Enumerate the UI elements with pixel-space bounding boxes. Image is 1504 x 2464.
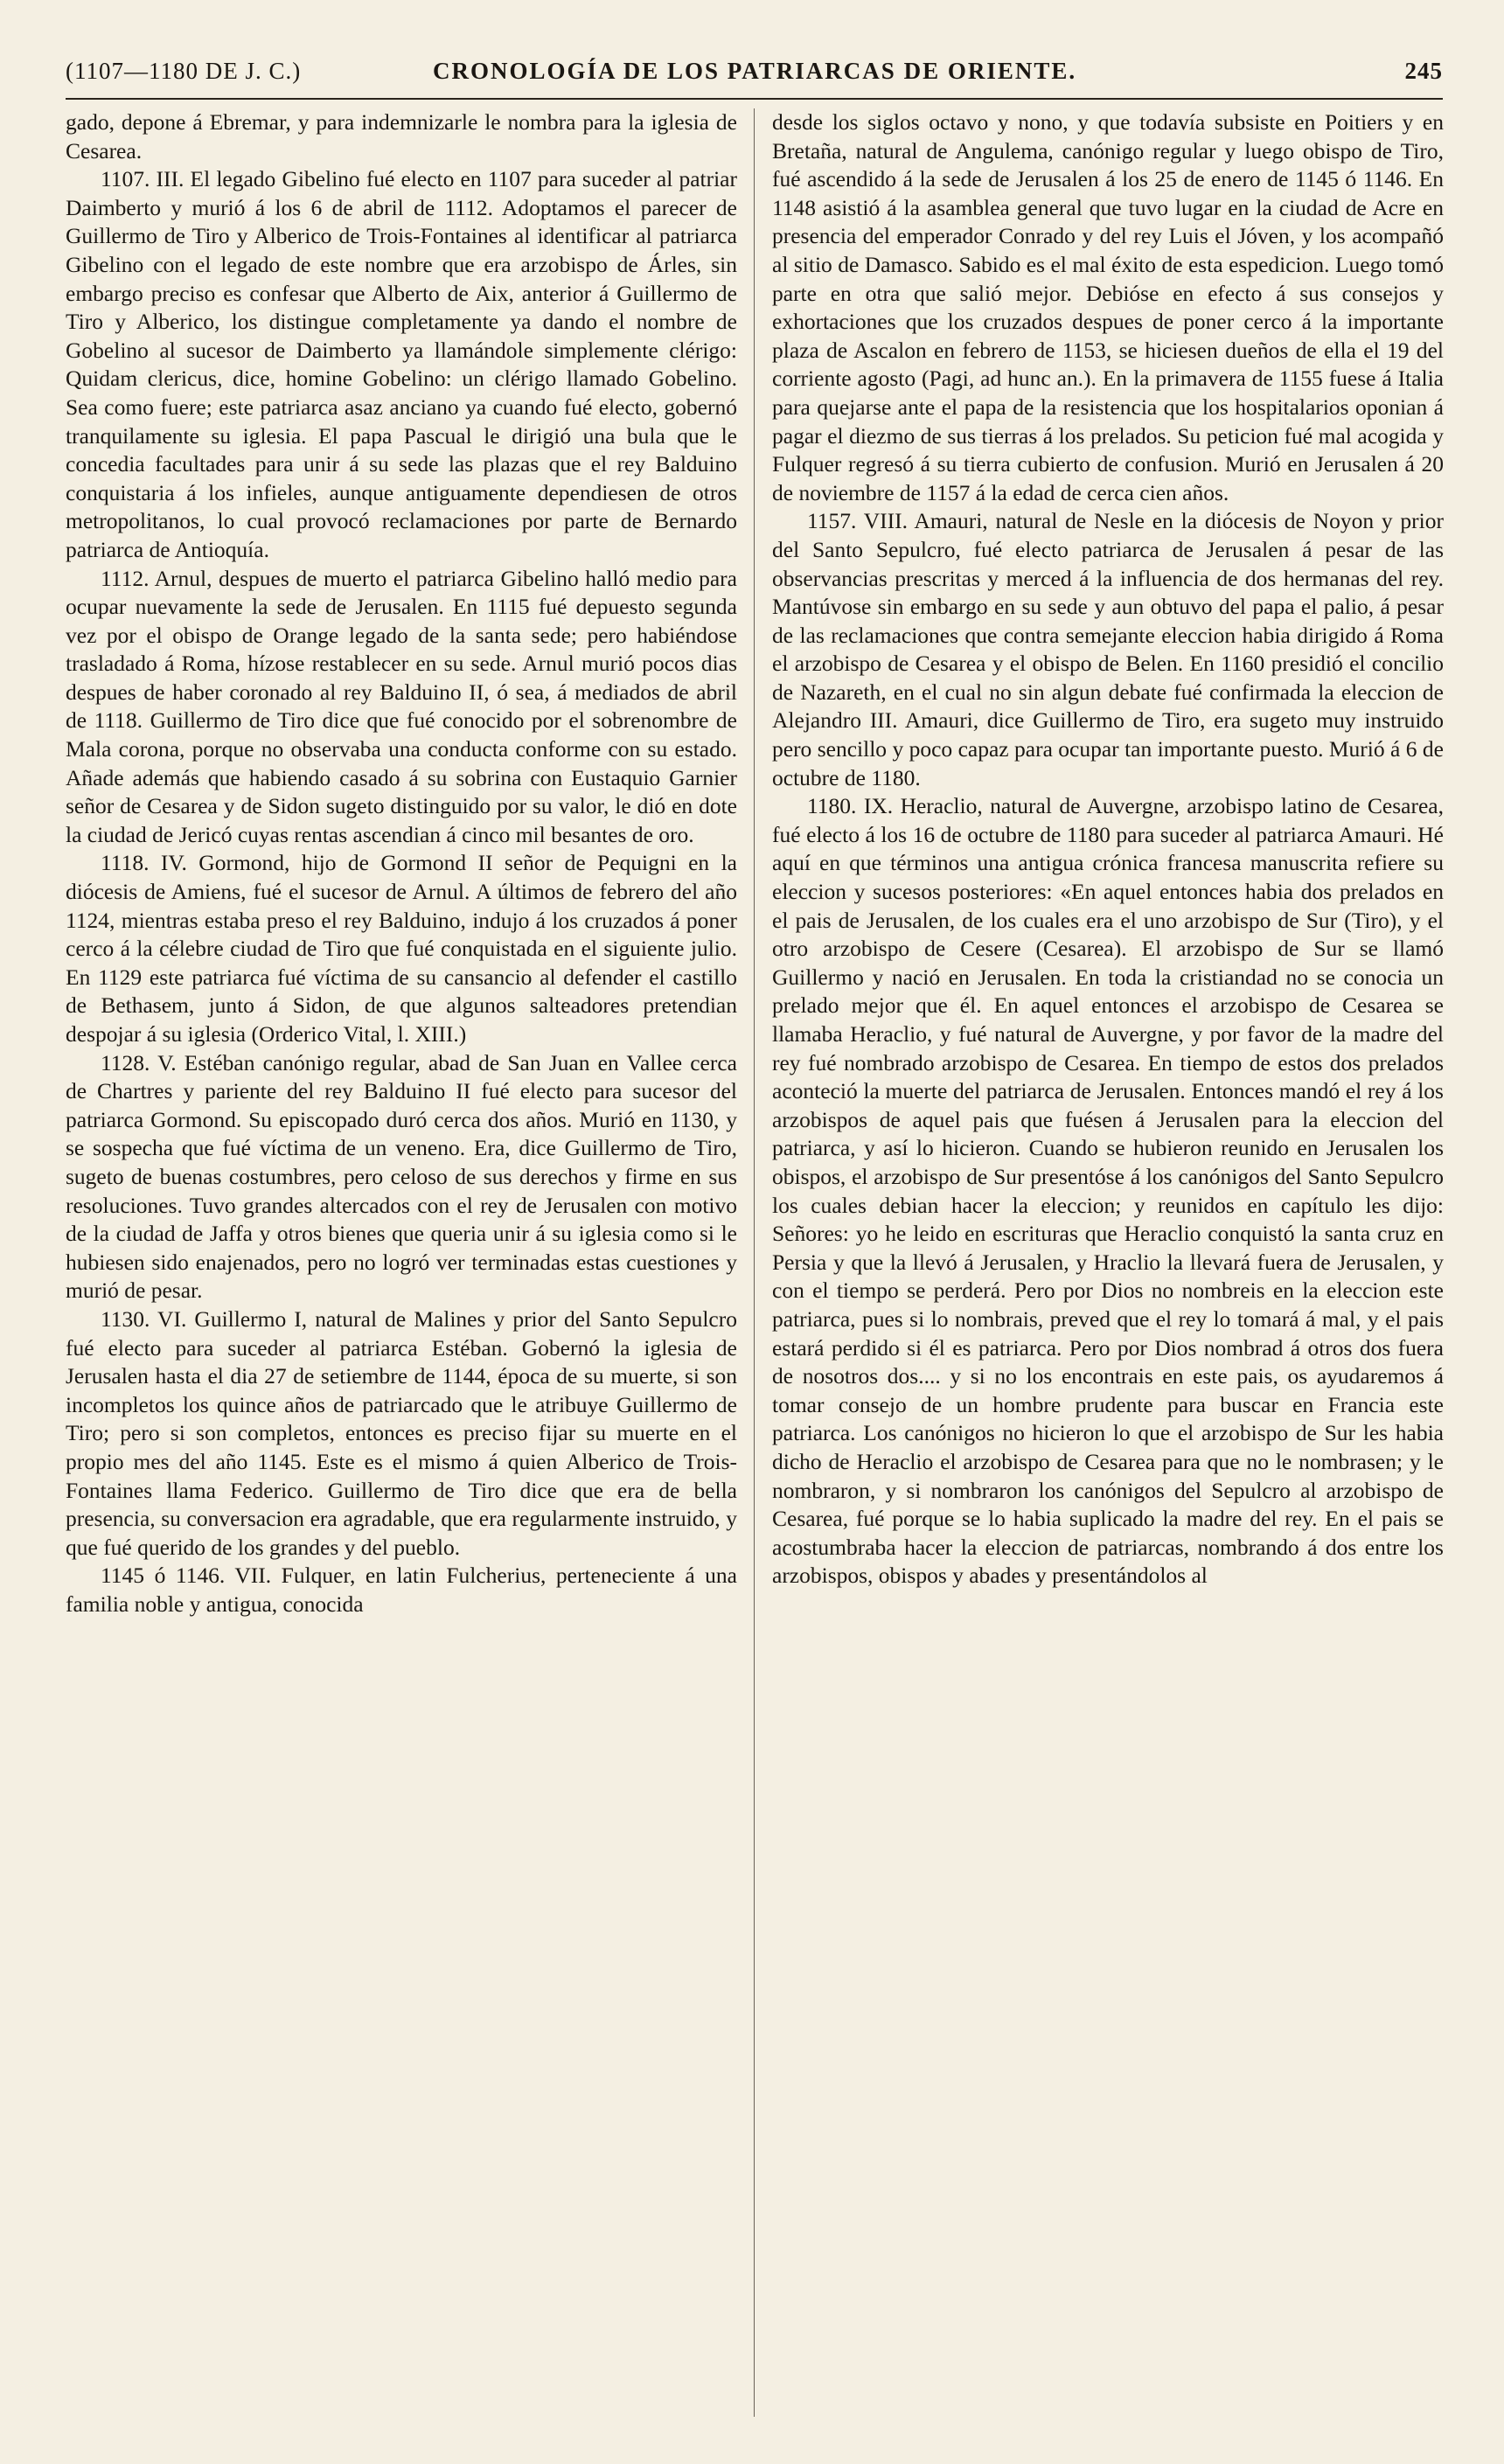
paragraph: 1118. IV. Gormond, hijo de Gormond II señor de Pequigni en la diócesis de Amiens, fué el sucesor de Arnul. A últimos de febrero del año 1124, mientras estaba preso el rey Balduino, indujo á los cruzados á poner cerco á la célebre ciudad de Tiro que fué conquistada en el siguiente julio. En 1129 este patriarca fué víctima de su cansancio al defender el castillo de Bethasem, junto á Sidon, de que algunos salteadores pretendian despojar á su iglesia (Orderico Vital, l. XIII.): [66, 850, 737, 1047]
page-number: 245: [1404, 58, 1443, 84]
header-date-range: (1107—1180 DE J. C.): [66, 58, 302, 84]
paragraph: 1145 ó 1146. VII. Fulquer, en latin Fulcherius, perteneciente á una familia noble y antigua, conocida: [66, 1563, 737, 1617]
paragraph: 1180. IX. Heraclio, natural de Auvergne, arzobispo latino de Cesarea, fué electo á los 16 de octubre de 1180 para suceder al patriarca Amauri. Hé aquí en que términos una antigua crónica francesa manuscrita refiere su eleccion y sucesos posteriores: «En aquel entonces habia dos prelados en el pais de Jerusalen, de los cuales era el uno arzobispo de Sur (Tiro), y el otro arzobispo de Cesere (Cesarea). El arzobispo de Sur se llamó Guillermo y nació en Jerusalen. En toda la cristiandad no se conocia un prelado mejor que él. En aquel entonces el arzobispo de Cesarea se llamaba Heraclio, y fué natural de Auvergne, y por favor de la madre del rey fué nombrado arzobispo de Cesarea. En tiempo de estos dos prelados aconteció la muerte del patriarca de Jerusalen. Entonces mandó el rey á los arzobispos de aquel pais que fuésen á Jerusalen para la eleccion del patriarca, y así lo hicieron. Cuando se hubieron reunido en Jerusalen los obispos, el arzobispo de Sur presentóse á los canónigos del Santo Sepulcro los cuales debian hacer la eleccion; y reunidos en capítulo les dijo: Señores: yo he leido en escrituras que Heraclio conquistó la santa cruz en Persia y que la llevó á Jerusalen, y Hraclio la llevará fuera de Jerusalen, y con el tiempo se perderá. Pero por Dios no nombreis en la eleccion este patriarca, pues si lo nombrais, preved que el rey lo tomará á mal, y el pais estará perdido si él es patriarca. Pero por Dios nombrad á otros dos fuera de nosotros dos.... y si no los encontrais en este pais, os ayudaremos á tomar consejo de un hombre prudente para buscar en Francia este patriarca. Los canónigos no hicieron lo que el arzobispo de Sur les habia dicho de Heraclio el arzobispo de Cesarea para que no le nombrasen; y le nombraron, y si nombraron los canónigos del Sepulcro al arzobispo de Cesarea, fué porque se lo habia suplicado la madre del rey. En el pais se acostumbraba hacer la eleccion de patriarcas, nombrando á dos entre los arzobispos, obispos y abades y presentándolos al: [772, 793, 1444, 1589]
running-header: [66, 52, 1443, 100]
left-column: [66, 108, 737, 1618]
text-columns: [66, 108, 1443, 2452]
paragraph: 1107. III. El legado Gibelino fué electo en 1107 para suceder al patriar Daimberto y murió á los 6 de abril de 1112. Adoptamos el parecer de Guillermo de Tiro y Alberico de Trois-Fontaines al identificar al patriarca Gibelino con el legado de este nombre que era arzobispo de Árles, sin embargo preciso es confesar que Alberto de Aix, anterior á Guillermo de Tiro y Alberico, los distingue completamente ya dando el nombre de Gobelino al sucesor de Daimberto ya llamándole simplemente clérigo: Quidam clericus, dice, homine Gobelino: un clérigo llamado Gobelino. Sea como fuere; este patriarca asaz anciano ya cuando fué electo, gobernó tranquilamente su iglesia. El papa Pascual le dirigió una bula que le concedia facultades para unir á su sede las plazas que el rey Balduino conquistaria á los infieles, aunque antiguamente dependiesen de otros metropolitanos, lo cual provocó reclamaciones por parte de Bernardo patriarca de Antioquía.: [66, 166, 737, 562]
header-title: CRONOLOGÍA DE LOS PATRIARCAS DE ORIENTE.: [433, 58, 1077, 84]
paragraph: gado, depone á Ebremar, y para indemnizarle le nombra para la iglesia de Cesarea.: [66, 109, 737, 164]
paragraph: 1112. Arnul, despues de muerto el patriarca Gibelino halló medio para ocupar nuevamente la sede de Jerusalen. En 1115 fué depuesto segunda vez por el obispo de Orange legado de la santa sede; pero habiéndose trasladado á Roma, hízose restablecer en su sede. Arnul murió pocos dias despues de haber coronado al rey Balduino II, ó sea, á mediados de abril de 1118. Guillermo de Tiro dice que fué conocido por el sobrenombre de Mala corona, porque no observaba una conducta conforme con su estado. Añade además que habiendo casado á su sobrina con Eustaquio Garnier señor de Cesarea y de Sidon sugeto distinguido por su valor, le dió en dote la ciudad de Jericó cuyas rentas ascendian á cinco mil besantes de oro.: [66, 565, 737, 847]
paragraph: 1130. VI. Guillermo I, natural de Malines y prior del Santo Sepulcro fué electo para suceder al patriarca Estéban. Gobernó la iglesia de Jerusalen hasta el dia 27 de setiembre de 1144, época de su muerte, si son incompletos los quince años de patriarcado que le atribuye Guillermo de Tiro; pero si son completos, entonces es preciso fijar su muerte en el propio mes del año 1145. Este es el mismo á quien Alberico de Trois-Fontaines llama Federico. Guillermo de Tiro dice que era de bella presencia, su conversacion era agradable, que era regularmente instruido, y que fué querido de los grandes y del pueblo.: [66, 1305, 737, 1560]
paragraph: 1128. V. Estéban canónigo regular, abad de San Juan en Vallee cerca de Chartres y pariente del rey Balduino II fué electo para sucesor del patriarca Gormond. Su episcopado duró cerca dos años. Murió en 1130, y se sospecha que fué víctima de un veneno. Era, dice Guillermo de Tiro, sugeto de buenas costumbres, pero celoso de sus derechos y firme en sus resoluciones. Tuvo grandes altercados con el rey de Jerusalen con motivo de la ciudad de Jaffa y otros bienes que queria unir á su iglesia como si le hubiesen sido enajenados, pero no logró ver terminadas estas cuestiones y murió de pesar.: [66, 1049, 737, 1304]
paragraph: 1157. VIII. Amauri, natural de Nesle en la diócesis de Noyon y prior del Santo Sepulcro, fué electo patriarca de Jerusalen á pesar de las observancias prescritas y merced á la influencia de dos hermanas del rey. Mantúvose sin embargo en su sede y aun obtuvo del papa el palio, á pesar de las reclamaciones que contra semejante eleccion habia dirigido á Roma el arzobispo de Cesarea y el obispo de Belen. En 1160 presidió el concilio de Nazareth, en el cual no sin algun debate fué confirmada la eleccion de Alejandro III. Amauri, dice Guillermo de Tiro, era sugeto muy instruido pero sencillo y poco capaz para ocupar tan importante puesto. Murió á 6 de octubre de 1180.: [772, 508, 1444, 790]
right-column: [772, 108, 1444, 1590]
paragraph: desde los siglos octavo y nono, y que todavía subsiste en Poitiers y en Bretaña, natural de Angulema, canónigo regular y luego obispo de Tiro, fué ascendido á la sede de Jerusalen á los 25 de enero de 1145 ó 1146. En 1148 asistió á la asamblea general que tuvo lugar en la ciudad de Acre en presencia del emperador Conrado y del rey Luis el Jóven, y los acompañó al sitio de Damasco. Sabido es el mal éxito de esta espedicion. Luego tomó parte en otra que salió mejor. Debióse en efecto á sus consejos y exhortaciones que los cruzados despues de poner cerco á la importante plaza de Ascalon en febrero de 1153, se hiciesen dueños de ella el 19 del corriente agosto (Pagi, ad hunc an.). En la primavera de 1155 fuese á Italia para quejarse ante el papa de la resistencia que los hospitalarios oponian á pagar el diezmo de sus tierras á los prelados. Su peticion fué mal acogida y Fulquer regresó á su tierra cubierto de confusion. Murió en Jerusalen á 20 de noviembre de 1157 á la edad de cerca cien años.: [772, 109, 1444, 505]
column-divider: [754, 108, 755, 2417]
